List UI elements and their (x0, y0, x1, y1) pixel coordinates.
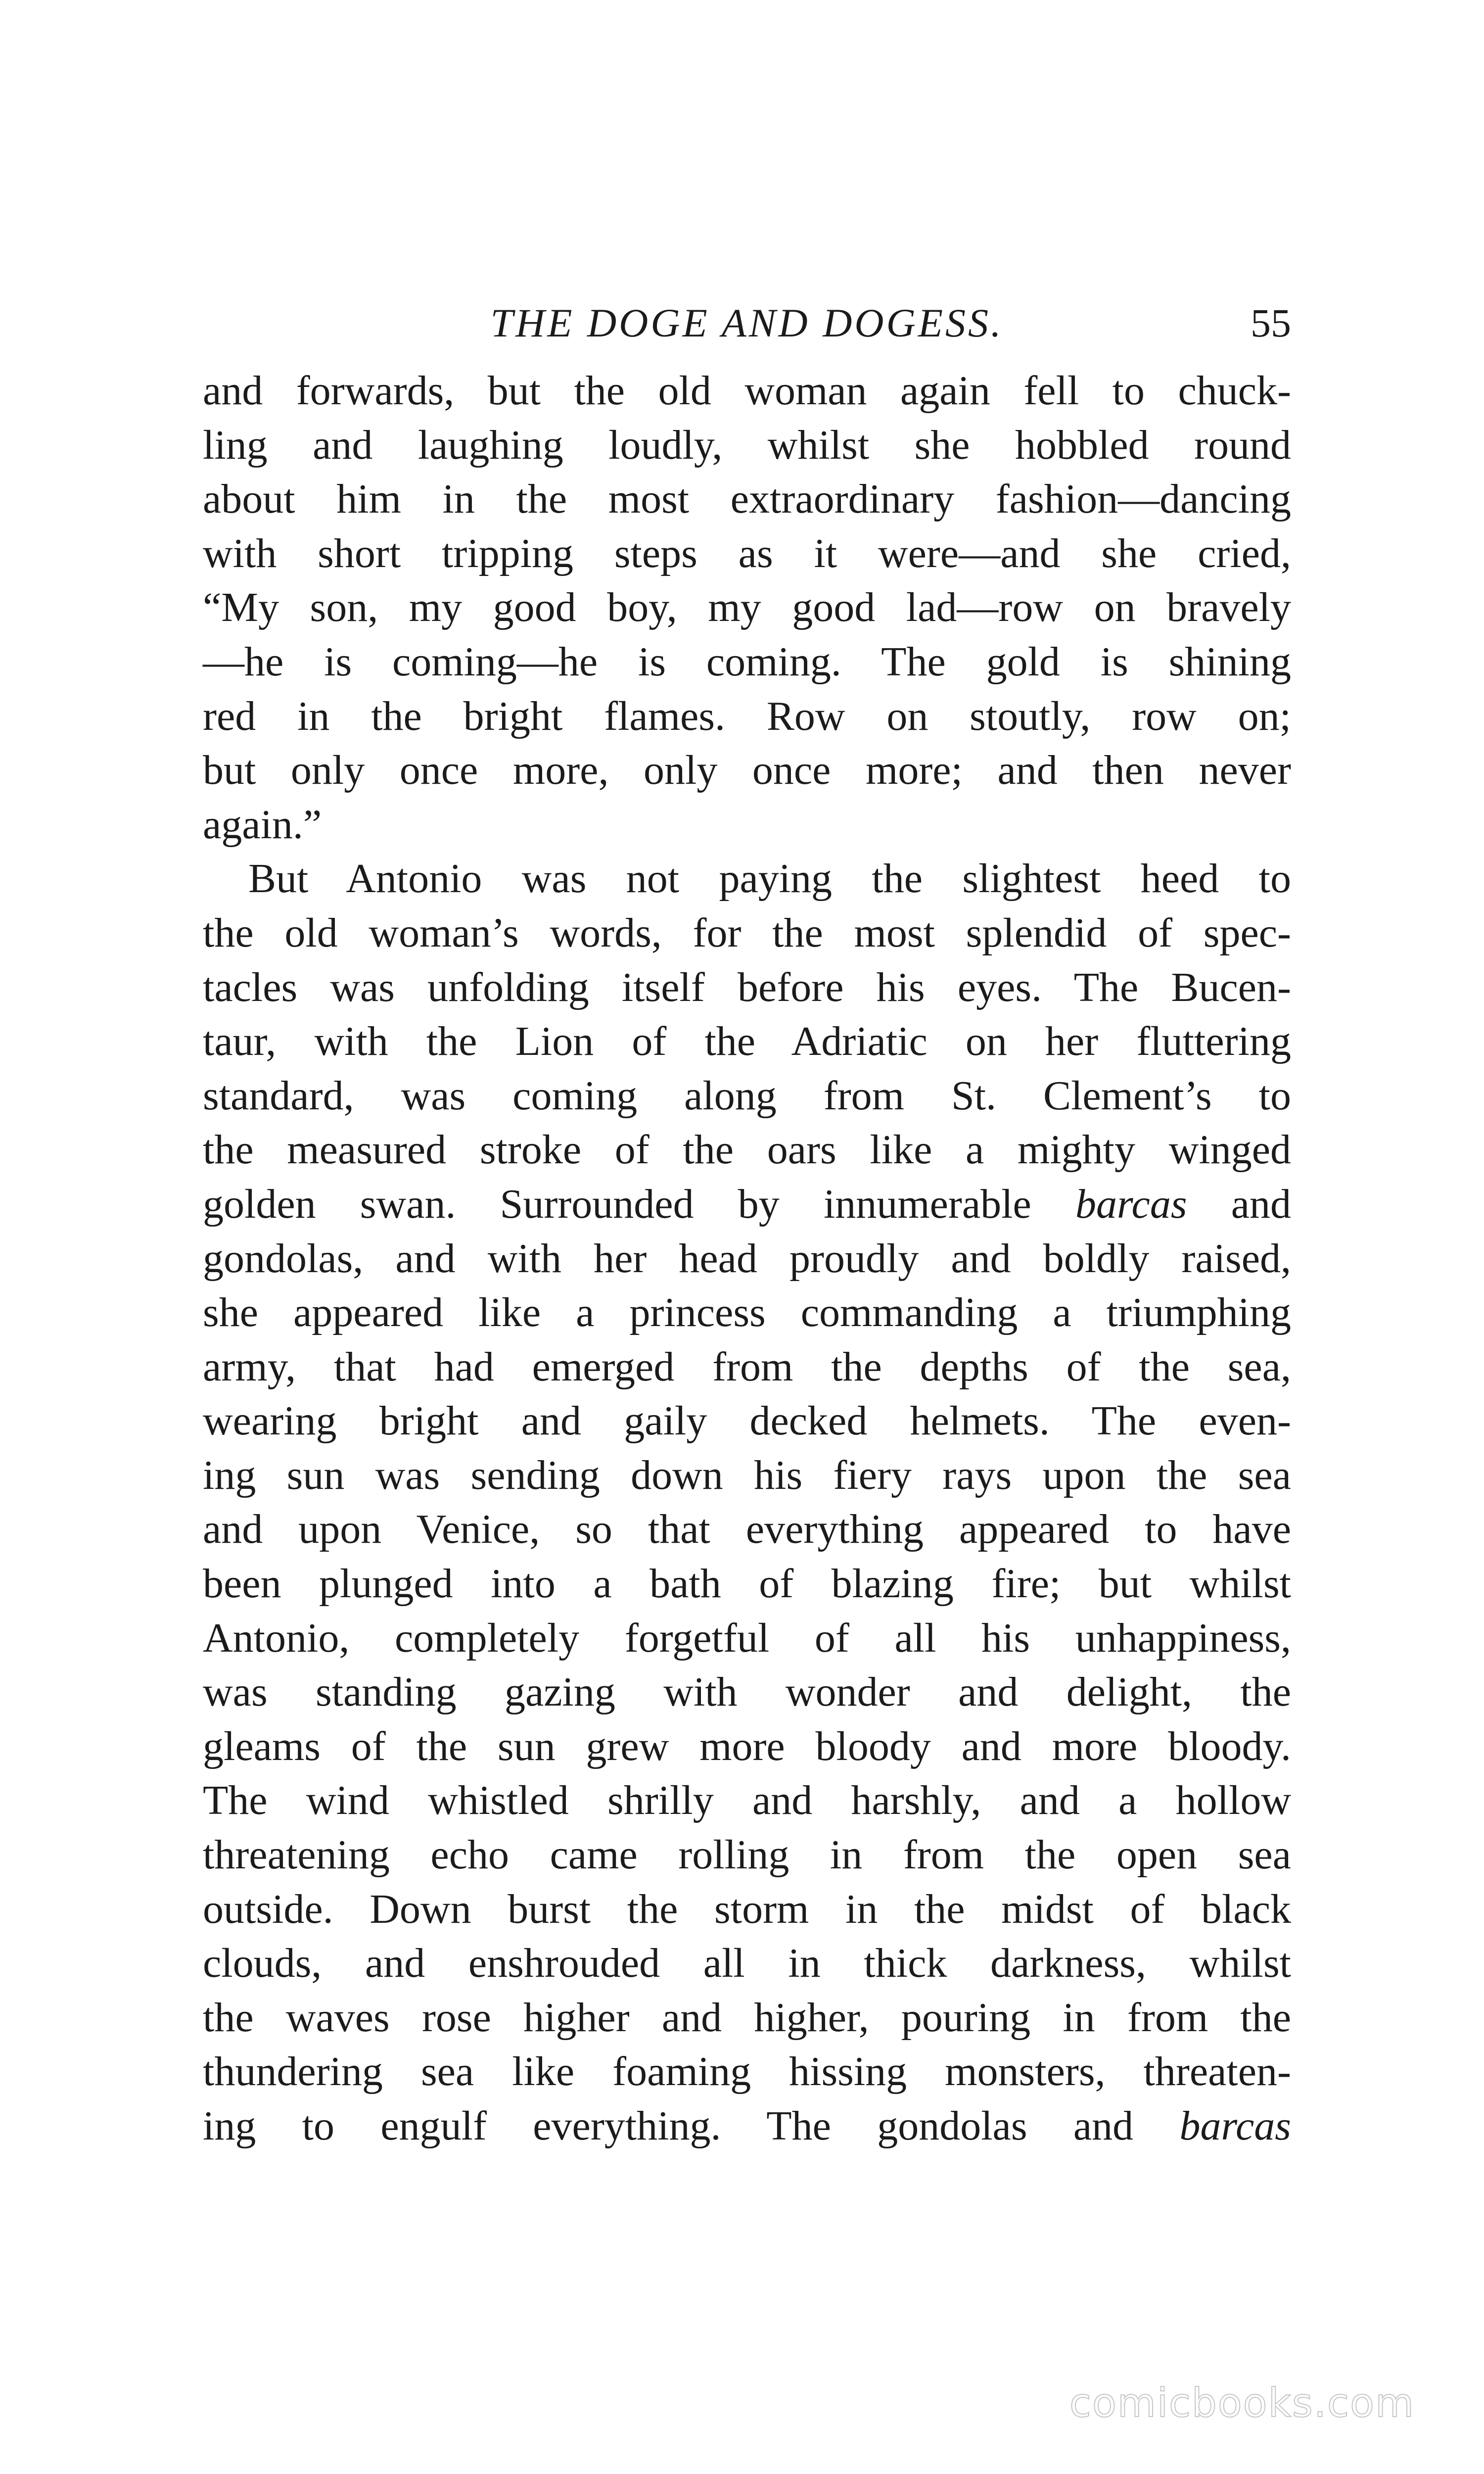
text-line: but only once more, only once more; and then never (203, 747, 1291, 794)
text-line: the measured stroke of the oars like a mighty winged (203, 1127, 1291, 1173)
text-line: clouds, and enshrouded all in thick darkness, whilst (203, 1940, 1291, 1987)
watermark: comicbooks.com (1069, 2380, 1415, 2426)
running-head (203, 296, 1291, 350)
text-line: “My son, my good boy, my good lad—row on bravely (203, 584, 1291, 631)
text-line: outside. Down burst the storm in the midst of black (203, 1886, 1291, 1932)
text-line: was standing gazing with wonder and delight, the (203, 1669, 1291, 1715)
text-line: ing to engulf everything. The gondolas and barcas (203, 2103, 1291, 2149)
text-line: she appeared like a princess commanding a triumphing (203, 1289, 1291, 1336)
text-line: red in the bright flames. Row on stoutly, row on; (203, 693, 1291, 739)
text-line: been plunged into a bath of blazing fire; but whilst (203, 1561, 1291, 1607)
text-line: gondolas, and with her head proudly and boldly raised, (203, 1235, 1291, 1282)
text-line: about him in the most extraordinary fashion—dancing (203, 476, 1291, 523)
page-number: 55 (1251, 300, 1291, 345)
body-text (203, 364, 1291, 2153)
text-line: and upon Venice, so that everything appeared to have (203, 1506, 1291, 1553)
text-line: wearing bright and gaily decked helmets. The even- (203, 1398, 1291, 1444)
text-line: ing sun was sending down his fiery rays upon the sea (203, 1452, 1291, 1498)
text-line: again.” (203, 801, 322, 848)
text-line: tacles was unfolding itself before his eyes. The Bucen- (203, 964, 1291, 1010)
text-line: But Antonio was not paying the slightest heed to (248, 856, 1291, 902)
text-line: golden swan. Surrounded by innumerable barcas and (203, 1181, 1291, 1227)
text-line: and forwards, but the old woman again fell to chuck- (203, 368, 1291, 414)
text-line: Antonio, completely forgetful of all his unhappiness, (203, 1615, 1291, 1661)
text-line: with short tripping steps as it were—and she cried, (203, 530, 1291, 576)
text-line: —he is coming—he is coming. The gold is shining (203, 638, 1291, 685)
text-line: thundering sea like foaming hissing monsters, threaten- (203, 2048, 1291, 2095)
text-line: standard, was coming along from St. Clement’s to (203, 1072, 1291, 1119)
text-line: the waves rose higher and higher, pouring in from the (203, 1994, 1291, 2041)
running-title: THE DOGE AND DOGESS. (490, 300, 1004, 345)
text-line: army, that had emerged from the depths of the sea, (203, 1343, 1291, 1390)
text-line: ling and laughing loudly, whilst she hobbled round (203, 422, 1291, 468)
text-line: gleams of the sun grew more bloody and more bloody. (203, 1723, 1291, 1769)
text-line: taur, with the Lion of the Adriatic on her fluttering (203, 1018, 1291, 1065)
text-line: the old woman’s words, for the most splendid of spec- (203, 909, 1291, 956)
text-line: threatening echo came rolling in from the open sea (203, 1832, 1291, 1878)
text-line: The wind whistled shrilly and harshly, and a hollow (203, 1777, 1291, 1824)
